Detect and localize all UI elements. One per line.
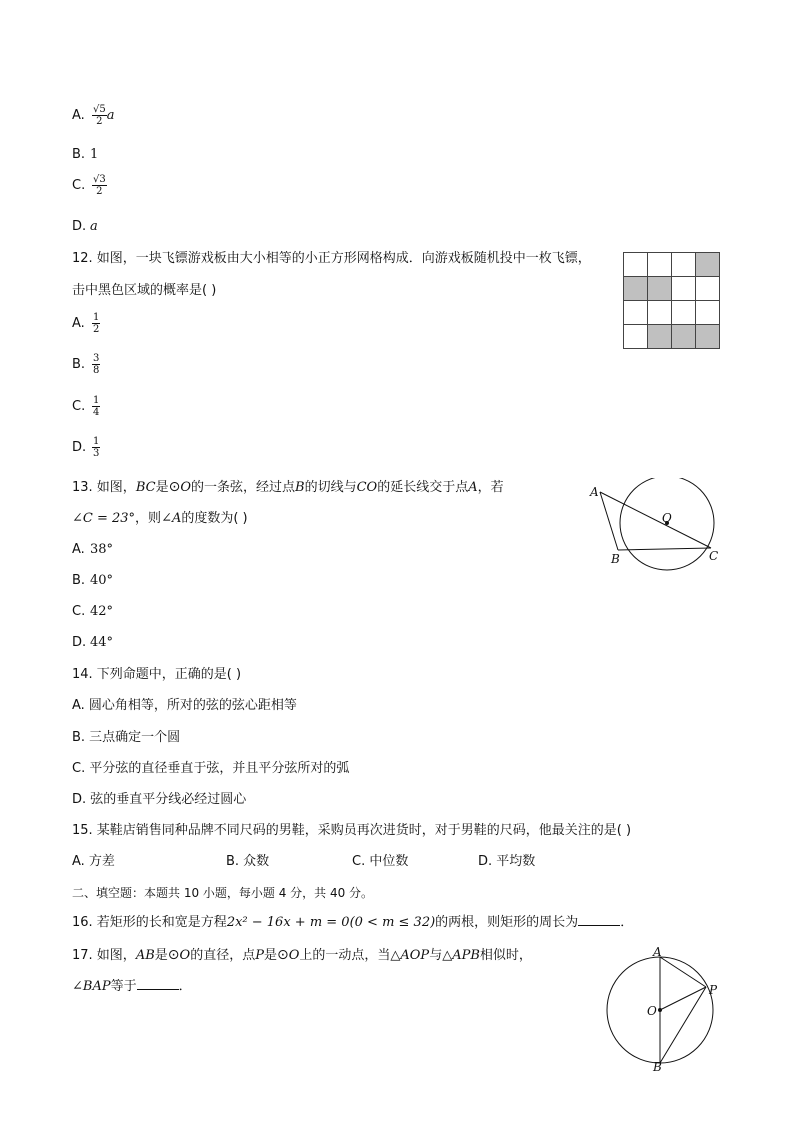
fraction: $\frac{√3}{2}$ [93, 174, 106, 197]
q14-option-a: A. 圆心角相等，所对的弦的弦心距相等 [72, 698, 297, 713]
grid-cell-dark [672, 325, 696, 349]
grid-cell [648, 253, 672, 277]
grid-cell [624, 301, 648, 325]
label-b: B [653, 1060, 662, 1074]
grid-row [624, 253, 720, 277]
q12-stem-line2: 击中黑色区域的概率是( ) [72, 283, 217, 298]
q13-stem-line2: ∠C = 23°，则∠A的度数为( ) [72, 511, 248, 526]
line-ab [600, 492, 618, 550]
line-ac [600, 492, 711, 548]
q13-stem-line1: 13. 如图，BC是⊙O的一条弦，经过点B的切线与CO的延长线交于点A，若 [72, 479, 504, 495]
q16-answer-blank[interactable] [578, 925, 620, 926]
option-letter: A. [72, 108, 85, 123]
q16-equation: 2x² − 16x + m = 0(0 < m ≤ 32) [226, 915, 436, 930]
circle-symbol: ⊙ [167, 947, 180, 963]
grid-cell [648, 301, 672, 325]
fraction: $\frac{√5}{2}$ [93, 104, 106, 127]
q14-option-d: D. 弦的垂直平分线必经过圆心 [72, 792, 247, 807]
center-point [658, 1008, 662, 1012]
label-o: O [647, 1004, 657, 1018]
q12-option-b: B. $\frac{3}{8}$ [72, 353, 100, 376]
q12-option-c: C. $\frac{1}{4}$ [72, 395, 100, 418]
q13-option-d: D. 44° [72, 635, 114, 650]
grid-row [624, 301, 720, 325]
q14-stem: 14. 下列命题中，正确的是( ) [72, 667, 242, 682]
label-o: O [662, 511, 672, 525]
label-a: A [653, 945, 662, 959]
q17-stem-line2: ∠BAP等于 ． [72, 979, 192, 994]
q15-stem: 15. 某鞋店销售同种品牌不同尺码的男鞋，采购员再次进货时，对于男鞋的尺码，他最关注的是( ) [72, 823, 632, 838]
q15-option-c: C. 中位数 [352, 854, 409, 869]
q17-circle-figure [605, 943, 725, 1075]
grid-cell-dark [696, 325, 720, 349]
fraction: $\frac{1}{4}$ [93, 395, 100, 418]
grid-row [624, 277, 720, 301]
q11-option-c: C. $\frac{√3}{2}$ [72, 174, 106, 197]
section-2-heading: 二、填空题：本题共 10 小题，每小题 4 分，共 40 分。 [72, 886, 374, 900]
grid-cell [672, 301, 696, 325]
grid-cell-dark [624, 277, 648, 301]
q13-option-a: A. 38° [72, 542, 114, 557]
fraction: $\frac{3}{8}$ [93, 353, 100, 376]
fraction: $\frac{1}{2}$ [93, 312, 100, 335]
q13-option-b: B. 40° [72, 573, 114, 588]
q12-option-a: A. $\frac{1}{2}$ [72, 312, 100, 335]
chord-bc [618, 548, 711, 550]
q11-option-b: B. 1 [72, 147, 99, 162]
circle-symbol: ⊙ [168, 479, 181, 495]
grid-cell-dark [648, 325, 672, 349]
label-b: B [611, 552, 620, 566]
label-c: C [709, 549, 719, 563]
grid-cell [672, 253, 696, 277]
q12-option-d: D. $\frac{1}{3}$ [72, 436, 100, 459]
label-p: P [709, 983, 718, 997]
q14-option-c: C. 平分弦的直径垂直于弦，并且平分弦所对的弧 [72, 761, 350, 776]
q17-answer-blank[interactable] [137, 989, 179, 990]
q12-stem-line1: 12. 如图，一块飞镖游戏板由大小相等的小正方形网格构成．向游戏板随机投中一枚飞镖， [72, 251, 591, 266]
grid-cell [696, 301, 720, 325]
grid-cell-dark [696, 253, 720, 277]
q16-stem: 16. 若矩形的长和宽是方程2x² − 16x + m = 0(0 < m ≤ 32)的两根，则矩形的周长为 ． [72, 915, 634, 930]
q12-dart-board-grid [623, 252, 720, 349]
q17-stem-line1: 17. 如图，AB是⊙O的直径，点P是⊙O上的一动点，当△AOP与△APB相似时， [72, 947, 532, 963]
label-a: A [590, 485, 599, 499]
grid-cell [624, 325, 648, 349]
q15-option-b: B. 众数 [226, 854, 270, 869]
q13-option-c: C. 42° [72, 604, 114, 619]
q13-circle-figure [580, 478, 730, 588]
circle-symbol: ⊙ [276, 947, 289, 963]
q14-option-b: B. 三点确定一个圆 [72, 730, 181, 745]
q15-option-a: A. 方差 [72, 854, 115, 869]
grid-row [624, 325, 720, 349]
q11-option-d: D. a [72, 219, 98, 234]
grid-cell [624, 253, 648, 277]
fraction: $\frac{1}{3}$ [93, 436, 100, 459]
q15-option-d: D. 平均数 [478, 854, 536, 869]
q11-option-a: A. $\frac{√5}{2}$ a [72, 104, 115, 127]
grid-cell [696, 277, 720, 301]
line-ap [660, 957, 706, 987]
grid-cell-dark [648, 277, 672, 301]
grid-cell [672, 277, 696, 301]
